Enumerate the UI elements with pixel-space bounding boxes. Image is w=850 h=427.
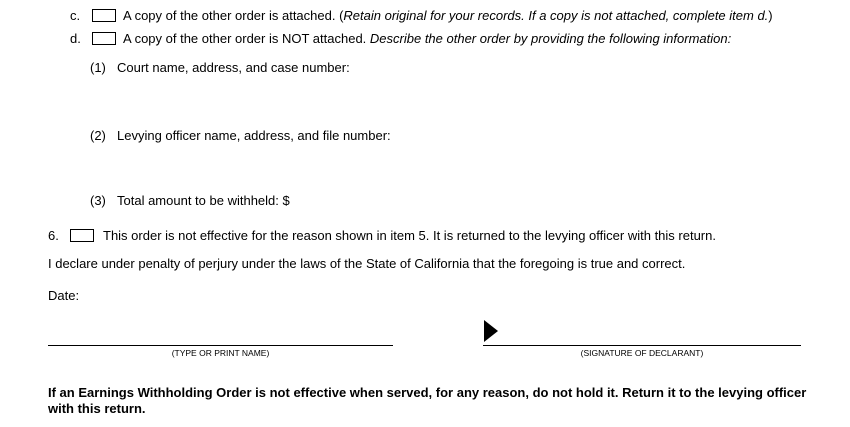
sub-item-3-label: Total amount to be withheld: $ — [117, 193, 290, 208]
date-label: Date: — [48, 288, 80, 303]
signature-caption: (SIGNATURE OF DECLARANT) — [580, 348, 704, 358]
item-c-checkbox[interactable] — [92, 9, 116, 22]
item-6-text: This order is not effective for the reason shown in item 5. It is returned to the levying officer with this return. — [103, 228, 716, 243]
item-c-letter: c. — [70, 8, 81, 23]
sub-item-2-number: (2) — [90, 128, 106, 143]
declaration-text: I declare under penalty of perjury under the laws of the State of California that the foregoing is true and correct. — [48, 256, 686, 271]
sub-item-2-label: Levying officer name, address, and file number: — [117, 128, 391, 143]
sub-item-3-number: (3) — [90, 193, 106, 208]
item-d-text-italic: Describe the other order by providing the following information: — [369, 31, 732, 46]
signature-line[interactable] — [483, 345, 801, 346]
signature-arrow-icon — [484, 320, 498, 342]
item-d-letter: d. — [70, 31, 81, 46]
item-6-checkbox[interactable] — [70, 229, 94, 242]
item-c-text — [123, 8, 773, 24]
notice-line-2: with this return. — [48, 401, 146, 416]
item-c-text-end: ) — [768, 8, 773, 23]
item-6-number: 6. — [48, 228, 59, 243]
print-name-line[interactable] — [48, 345, 393, 346]
sub-item-1-label: Court name, address, and case number: — [117, 60, 350, 75]
print-name-caption: (TYPE OR PRINT NAME) — [171, 348, 270, 358]
item-d-text — [123, 31, 731, 47]
notice-line-1: If an Earnings Withholding Order is not effective when served, for any reason, do not hold it. Return it to the levying officer — [48, 385, 807, 400]
item-c-text-italic: Retain original for your records. If a copy is not attached, complete item d. — [343, 8, 769, 23]
item-d-text-plain: A copy of the other order is NOT attached. — [123, 31, 370, 46]
sub-item-1-number: (1) — [90, 60, 106, 75]
item-c-text-plain: A copy of the other order is attached. ( — [123, 8, 344, 23]
item-d-checkbox[interactable] — [92, 32, 116, 45]
